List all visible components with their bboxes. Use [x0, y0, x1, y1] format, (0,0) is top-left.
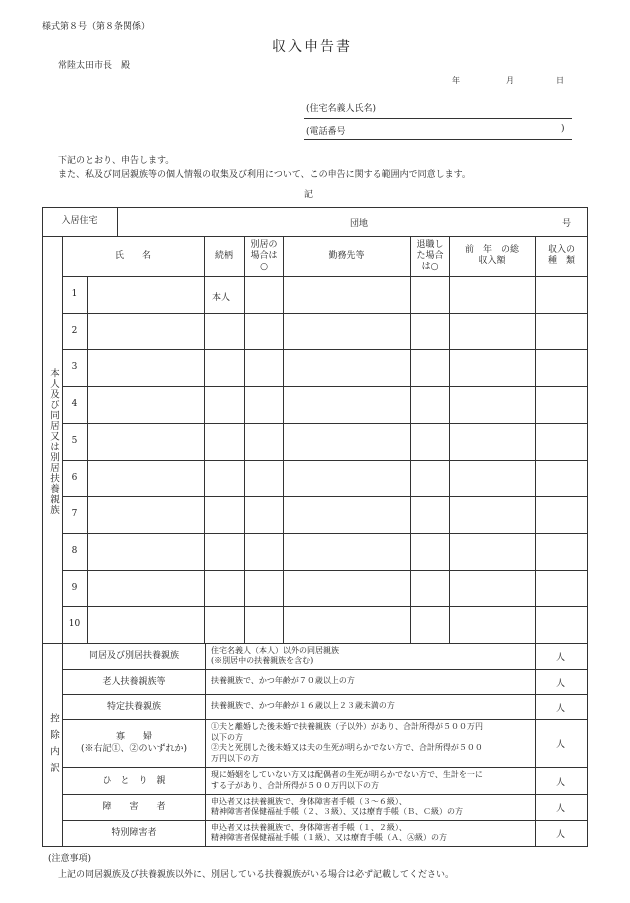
addressee: 常陸太田市長 殿	[58, 61, 131, 71]
date-day: 日	[556, 76, 564, 85]
income-type-input[interactable]	[537, 388, 586, 421]
deduction-description-line: する子があり、合計所得が５００万円以下の方	[211, 780, 379, 790]
separate-check[interactable]	[246, 572, 282, 605]
income-input[interactable]	[451, 278, 534, 311]
member-name-input[interactable]	[89, 278, 202, 311]
income-input[interactable]	[451, 425, 534, 458]
notes-text: 上記の同居親族及び扶養親族以外に、別居している扶養親族がいる場合は必ず記載してください。	[58, 870, 455, 880]
deduction-description-line: 申込者又は扶養親族で、身体障害者手帳（３～６級）、	[211, 796, 407, 806]
income-input[interactable]	[451, 498, 534, 531]
deduction-label-text: 特別障害者	[111, 828, 157, 838]
income-input[interactable]	[451, 351, 534, 384]
deduction-description-line: 万円以下の方	[211, 753, 259, 763]
separate-check[interactable]	[246, 315, 282, 348]
workplace-input[interactable]	[285, 315, 409, 348]
row-number: 2	[71, 326, 78, 336]
deductions-side-label: 控除内訳	[48, 713, 59, 779]
member-name-input[interactable]	[89, 462, 202, 495]
deduction-unit: 人	[556, 777, 566, 788]
workplace-input[interactable]	[285, 278, 409, 311]
retired-check[interactable]	[412, 425, 448, 458]
member-name-input[interactable]	[89, 351, 202, 384]
header-separate: 別居の場合は○	[250, 239, 278, 272]
workplace-input[interactable]	[285, 535, 409, 568]
deduction-label	[63, 767, 205, 794]
retired-check[interactable]	[412, 278, 448, 311]
date-year: 年	[452, 76, 460, 85]
income-type-input[interactable]	[537, 498, 586, 531]
workplace-input[interactable]	[285, 351, 409, 384]
deduction-count-input[interactable]	[537, 696, 554, 717]
deduction-count-input[interactable]	[537, 645, 554, 667]
deduction-label-text: 障 害 者	[102, 802, 166, 812]
separate-check[interactable]	[246, 425, 282, 458]
header-income-type: 収入の種 類	[547, 245, 575, 266]
retired-check[interactable]	[412, 388, 448, 421]
deduction-label	[63, 694, 205, 719]
member-name-input[interactable]	[89, 388, 202, 421]
row-number: 3	[71, 362, 78, 372]
workplace-input[interactable]	[285, 608, 409, 641]
income-type-input[interactable]	[537, 351, 586, 384]
retired-check[interactable]	[412, 462, 448, 495]
income-input[interactable]	[451, 608, 534, 641]
deduction-label	[63, 669, 205, 694]
retired-check[interactable]	[412, 351, 448, 384]
deduction-description-line: 現に婚姻をしていない方又は配偶者の生死が明らかでない方で、生計を一に	[211, 770, 483, 779]
member-name-input[interactable]	[89, 498, 202, 531]
workplace-input[interactable]	[285, 498, 409, 531]
phone-field[interactable]	[304, 139, 572, 140]
retired-check[interactable]	[412, 315, 448, 348]
deduction-count-input[interactable]	[537, 721, 554, 765]
income-type-input[interactable]	[537, 278, 586, 311]
deduction-label-text: 老人扶養親族等	[102, 676, 166, 687]
deduction-description	[211, 719, 533, 767]
member-name-input[interactable]	[89, 535, 202, 568]
deduction-description	[211, 767, 533, 794]
retired-check[interactable]	[412, 572, 448, 605]
deduction-label	[63, 820, 205, 846]
header-income: 前 年 の総収入額	[464, 245, 519, 266]
deduction-label-text: ひ と り 親	[102, 775, 166, 786]
deduction-description	[211, 643, 533, 669]
deduction-description	[211, 820, 533, 846]
deduction-count-input[interactable]	[537, 671, 554, 692]
deduction-unit: 人	[556, 830, 566, 840]
deduction-description-line: 扶養親族で、かつ年齢が１６歳以上２３歳未満の方	[211, 701, 395, 711]
residence-label: 入居住宅	[61, 216, 98, 226]
retired-check[interactable]	[412, 608, 448, 641]
deduction-label-text: 特定扶養親族	[106, 701, 161, 712]
separate-check[interactable]	[246, 278, 282, 311]
page-title: 収入申告書	[272, 39, 352, 55]
deduction-unit: 人	[556, 804, 566, 814]
deduction-description-line: 精神障害者保健福祉手帳（１級）、又は療育手帳（Ａ、Ⓐ級）の方	[211, 833, 447, 842]
residence-danchi: 団地	[350, 219, 369, 229]
deduction-unit: 人	[556, 703, 566, 714]
income-type-input[interactable]	[537, 572, 586, 605]
retired-check[interactable]	[412, 498, 448, 531]
row-number: 4	[71, 399, 78, 409]
deduction-label	[63, 794, 205, 820]
income-type-input[interactable]	[537, 425, 586, 458]
deduction-label	[63, 719, 205, 767]
deduction-count-input[interactable]	[537, 769, 554, 792]
header-workplace: 勤務先等	[328, 250, 365, 261]
income-input[interactable]	[451, 572, 534, 605]
workplace-input[interactable]	[285, 572, 409, 605]
deduction-label-text: 同居及び別居扶養親族	[88, 651, 179, 661]
deduction-description	[211, 694, 533, 719]
income-input[interactable]	[451, 388, 534, 421]
separate-check[interactable]	[246, 388, 282, 421]
workplace-input[interactable]	[285, 462, 409, 495]
ki-label: 記	[304, 190, 314, 200]
deduction-label-note: (※右記①、②のいずれか)	[80, 744, 188, 754]
intro-line-1: 下記のとおり、申告します。	[58, 156, 175, 166]
member-name-input[interactable]	[89, 425, 202, 458]
separate-check[interactable]	[246, 462, 282, 495]
danchi-input[interactable]	[120, 210, 345, 234]
member-name-input[interactable]	[89, 608, 202, 641]
row-number: 1	[71, 289, 78, 299]
owner-name-field[interactable]	[304, 118, 572, 119]
header-relation: 続柄	[214, 250, 233, 261]
income-input[interactable]	[451, 535, 534, 568]
deduction-description-line: 以下の方	[211, 732, 243, 742]
header-retired: 退職した場合は○	[416, 239, 444, 272]
workplace-input[interactable]	[285, 425, 409, 458]
separate-check[interactable]	[246, 351, 282, 384]
retired-check[interactable]	[412, 535, 448, 568]
deduction-description-line: 申込者又は扶養親族で、身体障害者手帳（１、２級）、	[211, 822, 407, 832]
row-number: 5	[71, 436, 78, 446]
deduction-unit: 人	[556, 740, 566, 750]
member-name-input[interactable]	[89, 572, 202, 605]
phone-close: )	[561, 124, 565, 134]
deduction-label-text: 寡 婦	[115, 732, 152, 742]
member-name-input[interactable]	[89, 315, 202, 348]
row-number: 10	[68, 619, 81, 629]
notes-heading: (注意事項)	[48, 854, 92, 864]
income-type-input[interactable]	[537, 315, 586, 348]
deduction-description	[211, 669, 533, 694]
row-number: 9	[71, 583, 78, 593]
members-side-label: 本人及び同居又は別居扶養親族	[48, 368, 59, 515]
deduction-description-line: 住宅名義人（本人）以外の同居親族	[211, 645, 339, 655]
separate-check[interactable]	[246, 608, 282, 641]
residence-go: 号	[562, 219, 572, 229]
deduction-count-input[interactable]	[537, 822, 554, 844]
row-number: 7	[71, 509, 78, 519]
deduction-description-line: 扶養親族で、かつ年齢が７０歳以上の方	[211, 676, 355, 686]
deduction-description-line: ②夫と死別した後未婚又は夫の生死が明らかでない方で、合計所得が５００	[211, 743, 483, 752]
workplace-input[interactable]	[285, 388, 409, 421]
income-type-input[interactable]	[537, 608, 586, 641]
row-number: 8	[71, 546, 78, 556]
income-type-input[interactable]	[537, 535, 586, 568]
income-input[interactable]	[451, 462, 534, 495]
deduction-description	[211, 794, 533, 820]
deduction-description-line: ①夫と離婚した後未婚で扶養親族（子以外）があり、合計所得が５００万円	[211, 722, 483, 731]
relation-cell[interactable]: 本人	[212, 293, 231, 303]
separate-check[interactable]	[246, 498, 282, 531]
deduction-unit: 人	[556, 653, 566, 663]
owner-name-label: (住宅名義人氏名)	[306, 104, 377, 114]
room-number-input[interactable]	[380, 210, 558, 234]
separate-check[interactable]	[246, 535, 282, 568]
deduction-unit: 人	[556, 678, 566, 689]
date-month: 月	[506, 76, 514, 85]
deduction-description-line: (※別居中の扶養親族を含む)	[211, 656, 314, 665]
phone-label: (電話番号	[306, 127, 346, 137]
income-type-input[interactable]	[537, 462, 586, 495]
header-name: 氏 名	[114, 250, 151, 261]
deduction-description-line: 精神障害者保健福祉手帳（２、３級）、又は療育手帳（Ｂ、Ｃ級）の方	[211, 807, 463, 816]
intro-line-2: また、私及び同居親族等の個人情報の収集及び利用について、この申告に関する範囲内で同意します。	[58, 170, 471, 180]
income-input[interactable]	[451, 315, 534, 348]
form-number: 様式第８号（第８条関係）	[42, 22, 151, 32]
row-number: 6	[71, 473, 78, 483]
deduction-label	[63, 643, 205, 669]
deduction-count-input[interactable]	[537, 796, 554, 818]
